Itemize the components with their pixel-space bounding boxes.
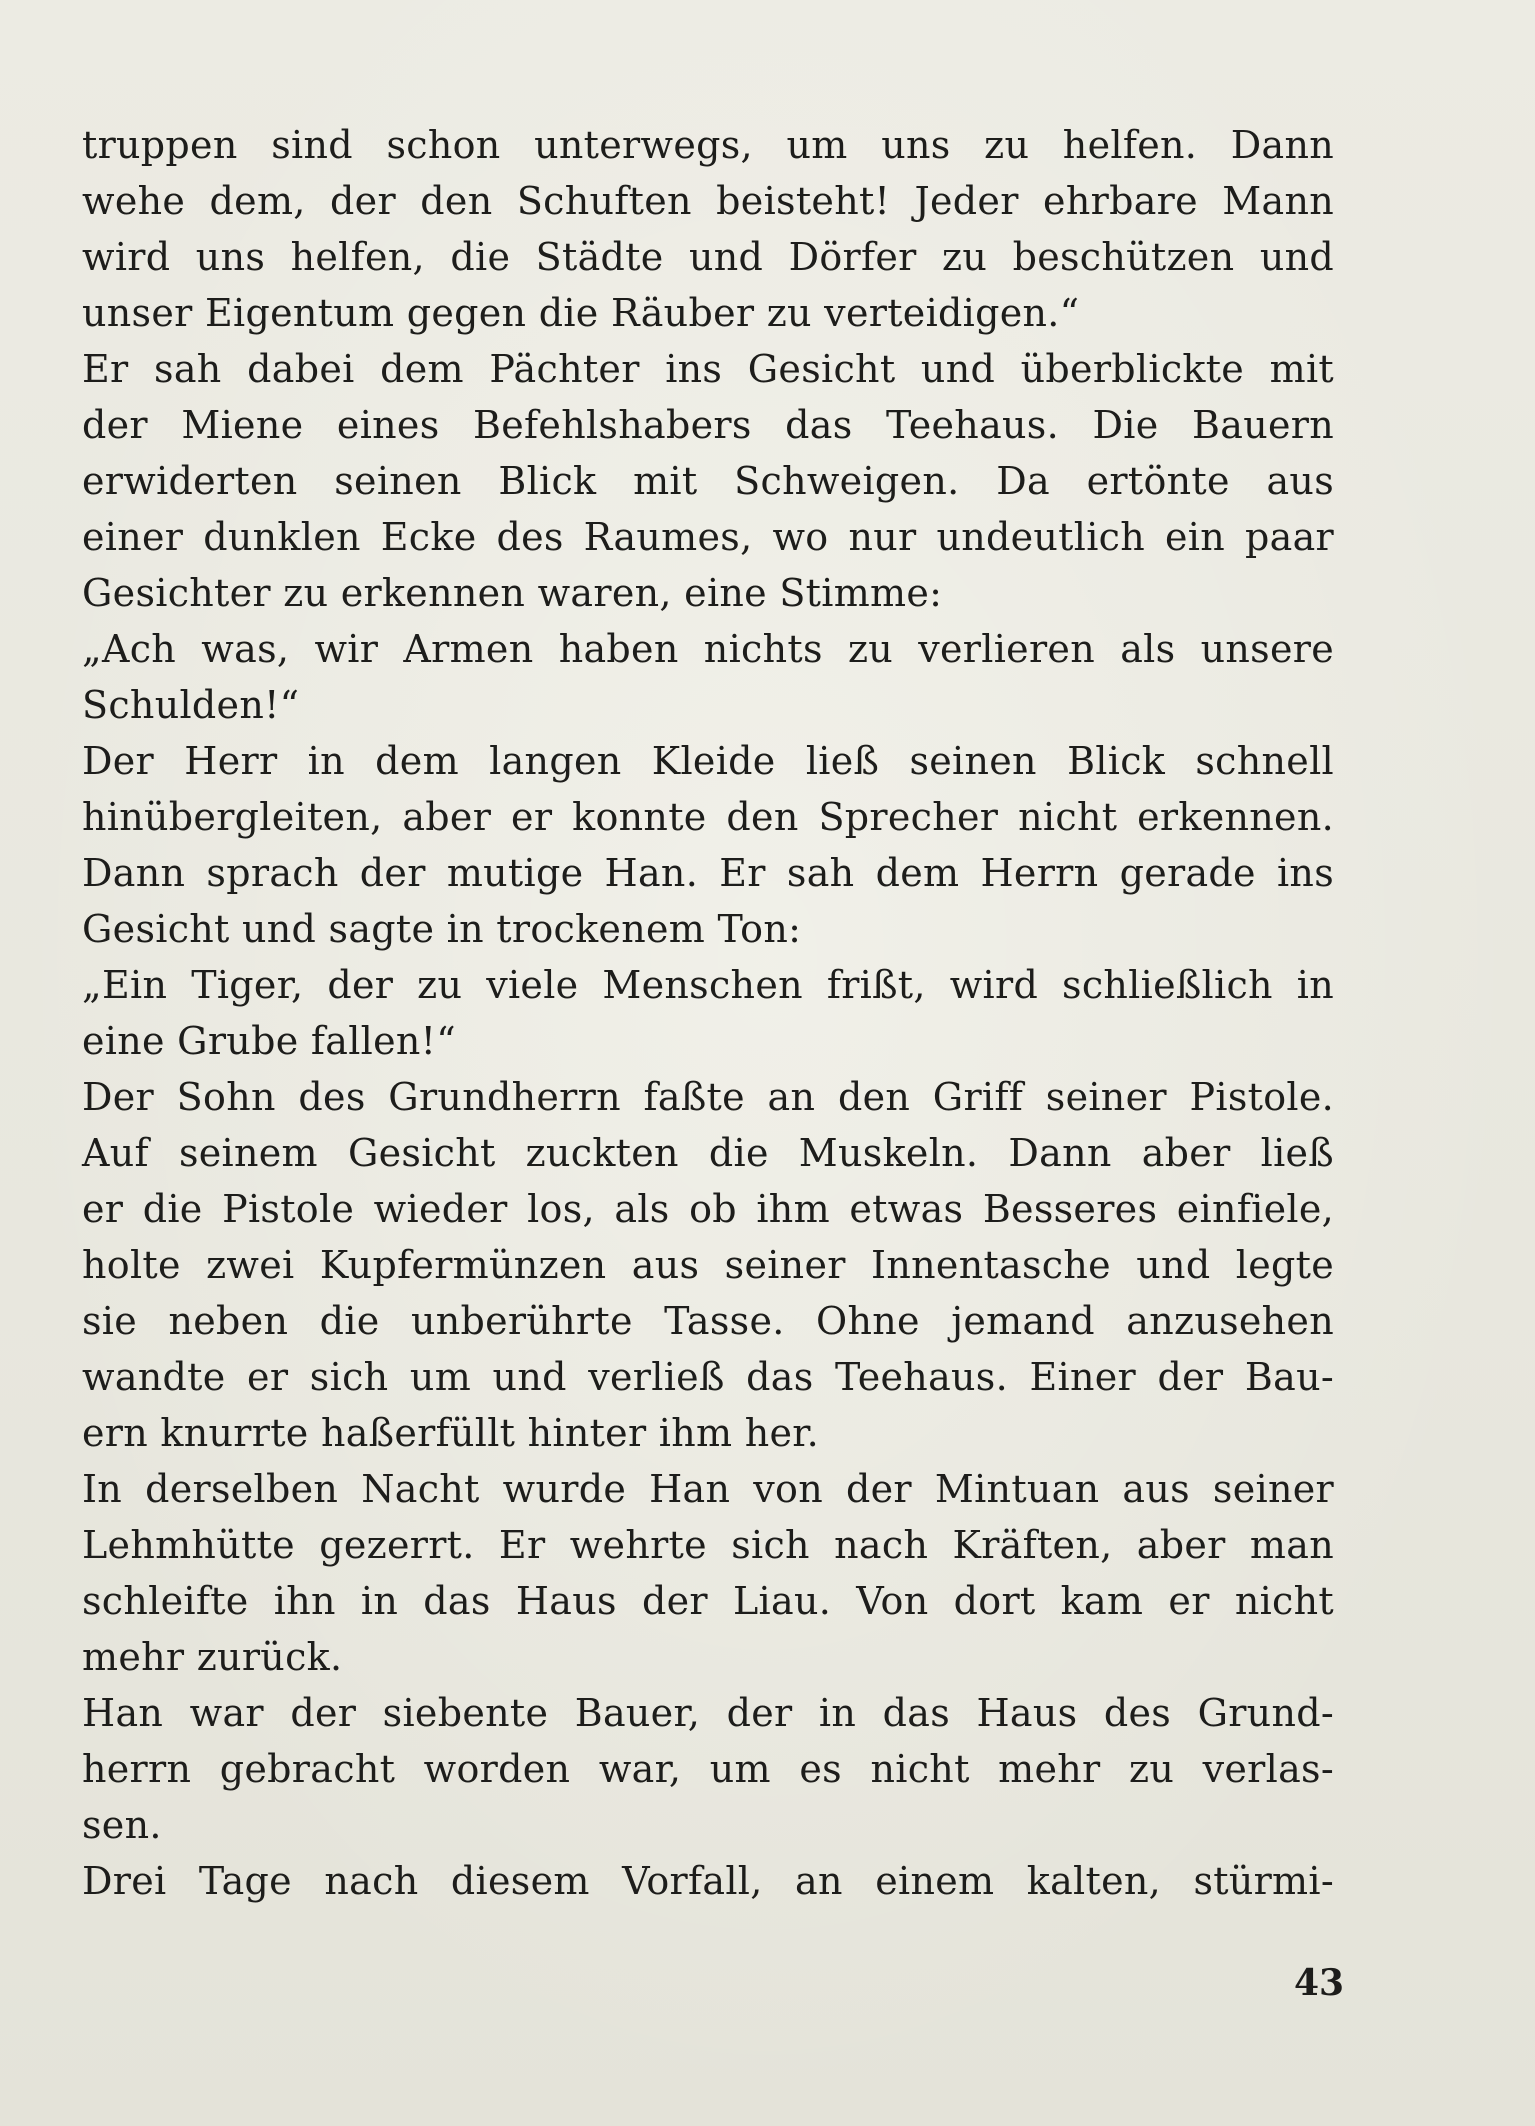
- text-line: einer dunklen Ecke des Raumes, wo nur undeutlich ein paar: [82, 515, 1334, 559]
- text-line: „Ein Tiger, der zu viele Menschen frißt, wird schließlich in: [82, 963, 1334, 1007]
- body-text: [82, 117, 1334, 1909]
- text-line: truppen sind schon unterwegs, um uns zu helfen. Dann: [82, 123, 1334, 167]
- text-line: holte zwei Kupfermünzen aus seiner Innentasche und legte: [82, 1243, 1334, 1287]
- text-line: Auf seinem Gesicht zuckten die Muskeln. Dann aber ließ: [82, 1131, 1334, 1175]
- text-line: Der Sohn des Grundherrn faßte an den Griff seiner Pistole.: [82, 1075, 1334, 1119]
- text-line: Han war der siebente Bauer, der in das Haus des Grund-: [82, 1691, 1334, 1735]
- text-line: Er sah dabei dem Pächter ins Gesicht und überblickte mit: [82, 347, 1334, 391]
- text-line: wird uns helfen, die Städte und Dörfer zu beschützen und: [82, 235, 1334, 279]
- text-line: „Ach was, wir Armen haben nichts zu verlieren als unsere: [82, 627, 1334, 671]
- text-line: erwiderten seinen Blick mit Schweigen. Da ertönte aus: [82, 459, 1334, 503]
- text-line: er die Pistole wieder los, als ob ihm etwas Besseres einfiele,: [82, 1187, 1334, 1231]
- text-line: wehe dem, der den Schuften beisteht! Jeder ehrbare Mann: [82, 179, 1334, 223]
- text-line: Dann sprach der mutige Han. Er sah dem Herrn gerade ins: [82, 851, 1334, 895]
- text-line: sie neben die unberührte Tasse. Ohne jemand anzusehen: [82, 1299, 1334, 1343]
- text-line: ern knurrte haßerfüllt hinter ihm her.: [82, 1411, 819, 1455]
- text-line: mehr zurück.: [82, 1635, 343, 1679]
- text-line: sen.: [82, 1803, 162, 1847]
- text-line: Gesicht und sagte in trockenem Ton:: [82, 907, 802, 951]
- text-line: Drei Tage nach diesem Vorfall, an einem kalten, stürmi-: [82, 1859, 1334, 1903]
- text-line: In derselben Nacht wurde Han von der Mintuan aus seiner: [82, 1467, 1334, 1511]
- text-line: Schulden!“: [82, 683, 300, 727]
- text-line: eine Grube fallen!“: [82, 1019, 456, 1063]
- text-line: wandte er sich um und verließ das Teehaus. Einer der Bau-: [82, 1355, 1334, 1399]
- text-line: schleifte ihn in das Haus der Liau. Von dort kam er nicht: [82, 1579, 1334, 1623]
- text-line: hinübergleiten, aber er konnte den Sprecher nicht erkennen.: [82, 795, 1334, 839]
- text-line: Gesichter zu erkennen waren, eine Stimme:: [82, 571, 943, 615]
- text-line: Der Herr in dem langen Kleide ließ seinen Blick schnell: [82, 739, 1334, 783]
- text-line: der Miene eines Befehlshabers das Teehaus. Die Bauern: [82, 403, 1334, 447]
- page-number: 43: [1294, 1962, 1345, 2004]
- text-line: herrn gebracht worden war, um es nicht mehr zu verlas-: [82, 1747, 1334, 1791]
- text-line: Lehmhütte gezerrt. Er wehrte sich nach Kräften, aber man: [82, 1523, 1334, 1567]
- text-line: unser Eigentum gegen die Räuber zu verteidigen.“: [82, 291, 1080, 335]
